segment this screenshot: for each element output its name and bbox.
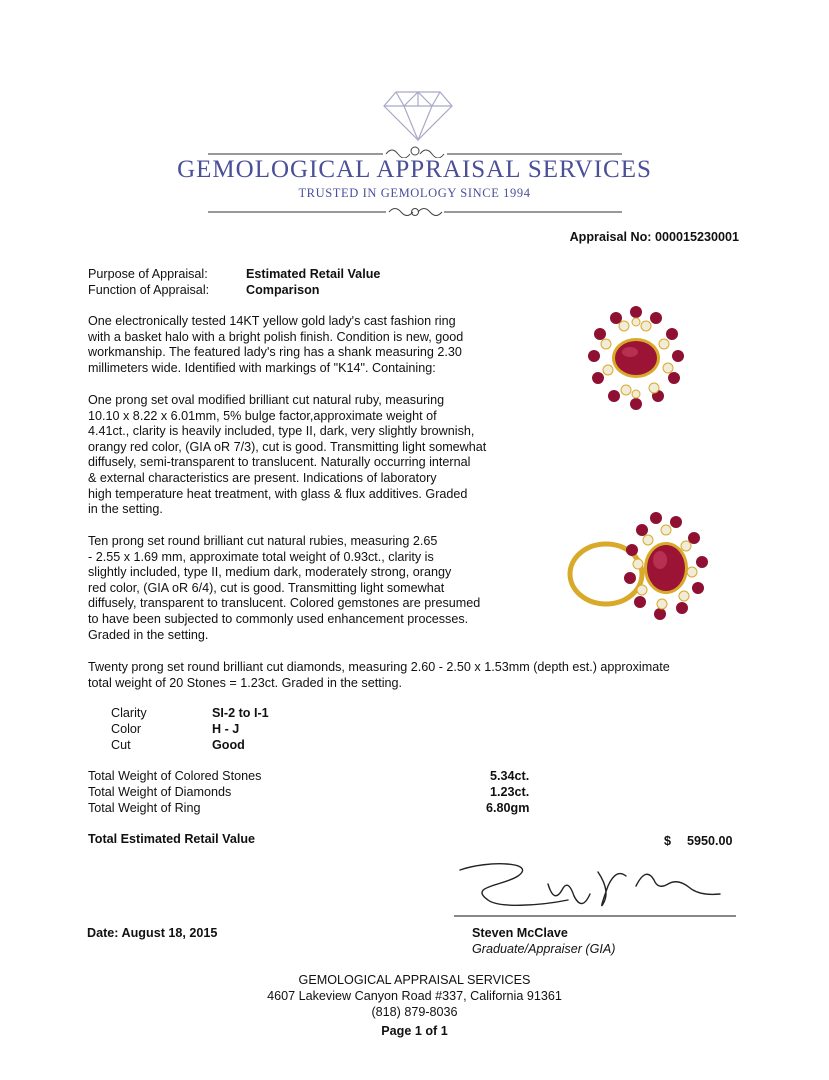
- text-line: 10.10 x 8.22 x 6.01mm, 5% bulge factor,approximate weight of: [88, 408, 437, 423]
- brand-tagline: TRUSTED IN GEMOLOGY SINCE 1994: [298, 186, 531, 200]
- footer-address: 4607 Lakeview Canyon Road #337, California 91361: [267, 989, 562, 1003]
- total-colored-stones-value: 5.34ct.: [490, 769, 530, 783]
- cut-value: Good: [212, 738, 245, 752]
- brand-title: GEMOLOGICAL APPRAISAL SERVICES: [177, 156, 652, 183]
- currency-symbol: $: [664, 834, 672, 848]
- clarity-value: SI-2 to I-1: [212, 706, 269, 720]
- purpose-label: Purpose of Appraisal:: [88, 267, 208, 281]
- retail-value-amount: 5950.00: [687, 834, 733, 848]
- appraiser-name: Steven McClave: [472, 926, 568, 940]
- total-ring-weight-value: 6.80gm: [486, 801, 530, 815]
- footer-company: GEMOLOGICAL APPRAISAL SERVICES: [298, 973, 531, 987]
- text-line: 4.41ct., clarity is heavily included, type II, dark, very slightly brownish,: [88, 424, 475, 439]
- text-line: diffusely, transparent to translucent. Colored gemstones are presumed: [88, 596, 481, 611]
- text-line: Twenty prong set round brilliant cut diamonds, measuring 2.60 - 2.50 x 1.53mm (depth est.) approximate: [88, 660, 670, 674]
- text-line: to have been subjected to commonly used enhancement processes.: [88, 611, 469, 626]
- appraiser-signature: [448, 856, 738, 922]
- ring-top-view-photo: [580, 304, 692, 416]
- total-ring-weight-label: Total Weight of Ring: [88, 801, 201, 815]
- text-line: - 2.55 x 1.69 mm, approximate total weight of 0.93ct., clarity is: [88, 549, 434, 564]
- appraisal-number: Appraisal No: 000015230001: [569, 230, 739, 244]
- function-value: Comparison: [246, 283, 320, 297]
- clarity-label: Clarity: [111, 706, 147, 720]
- total-diamonds-label: Total Weight of Diamonds: [88, 785, 232, 799]
- text-line: red color, (GIA oR 6/4), cut is good. Transmitting light somewhat: [88, 580, 445, 595]
- text-line: in the setting.: [88, 502, 163, 517]
- diamond-logo-icon: [382, 90, 454, 142]
- text-line: One prong set oval modified brilliant cut natural ruby, measuring: [88, 393, 445, 407]
- retail-value-label: Total Estimated Retail Value: [88, 832, 256, 846]
- text-line: millimeters wide. Identified with markings of "K14". Containing:: [88, 360, 436, 375]
- text-line: total weight of 20 Stones = 1.23ct. Graded in the setting.: [88, 675, 402, 690]
- appraiser-title: Graduate/Appraiser (GIA): [472, 942, 616, 956]
- footer-phone: (818) 879-8036: [371, 1005, 458, 1019]
- color-value: H - J: [212, 722, 240, 736]
- page-number: Page 1 of 1: [381, 1024, 448, 1038]
- description-paragraph-3: [88, 534, 528, 643]
- text-line: with a basket halo with a bright polish finish. Condition is new, good: [88, 329, 464, 344]
- cut-label: Cut: [111, 738, 131, 752]
- description-paragraph-4: [88, 660, 748, 691]
- text-line: high temperature heat treatment, with glass & flux additives. Graded: [88, 486, 468, 501]
- total-diamonds-value: 1.23ct.: [490, 785, 530, 799]
- ring-side-view-photo: [566, 504, 716, 628]
- text-line: Graded in the setting.: [88, 627, 209, 642]
- text-line: Ten prong set round brilliant cut natural rubies, measuring 2.65: [88, 534, 438, 548]
- text-line: One electronically tested 14KT yellow gold lady's cast fashion ring: [88, 314, 456, 328]
- appraisal-date: Date: August 18, 2015: [87, 926, 218, 940]
- total-colored-stones-label: Total Weight of Colored Stones: [88, 769, 262, 783]
- description-paragraph-1: [88, 314, 528, 376]
- ornament-rule-bottom: [208, 204, 622, 220]
- purpose-value: Estimated Retail Value: [246, 267, 381, 281]
- color-label: Color: [111, 722, 142, 736]
- text-line: & external characteristics are present. Indications of laboratory: [88, 470, 437, 485]
- text-line: diffusely, semi-transparent to translucent. Naturally occurring internal: [88, 455, 471, 470]
- function-label: Function of Appraisal:: [88, 283, 210, 297]
- description-paragraph-2: [88, 393, 528, 518]
- text-line: workmanship. The featured lady's ring has a shank measuring 2.30: [88, 345, 462, 360]
- text-line: slightly included, type II, medium dark, moderately strong, orangy: [88, 565, 452, 580]
- text-line: orangy red color, (GIA oR 7/3), cut is good. Transmitting light somewhat: [88, 439, 487, 454]
